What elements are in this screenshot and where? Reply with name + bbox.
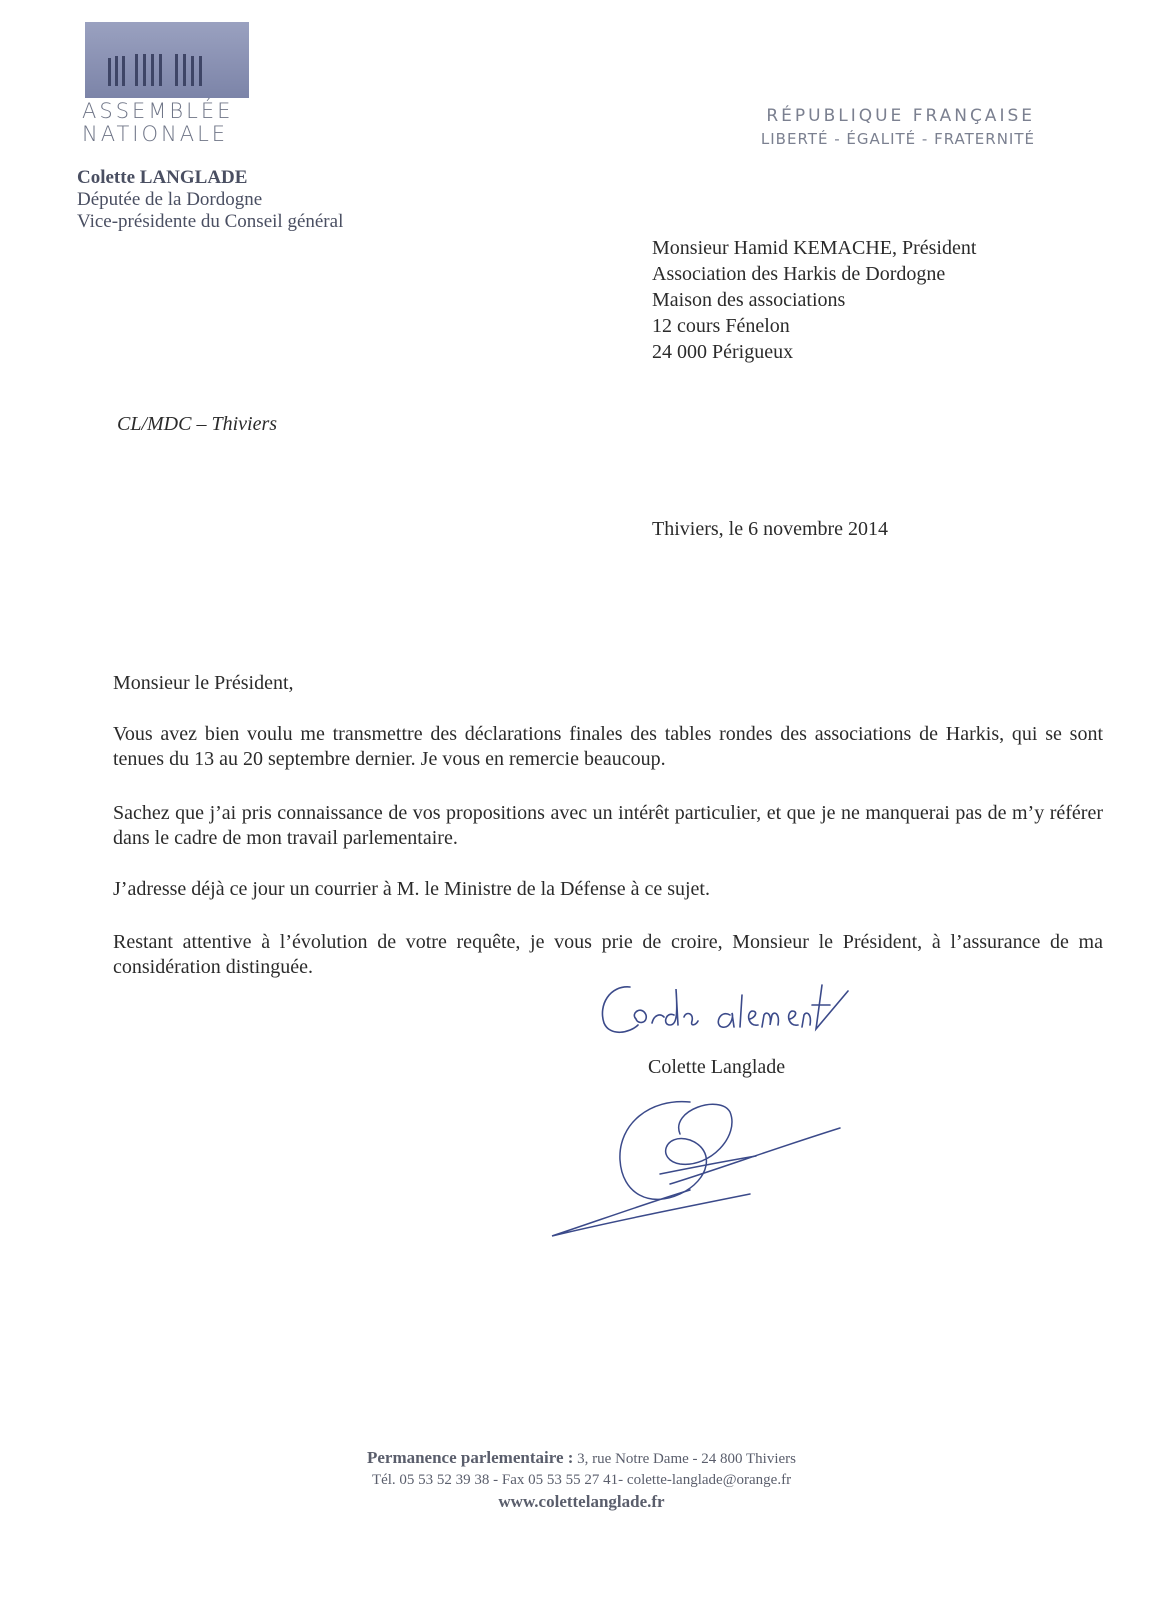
recipient-line: 12 cours Fénelon <box>652 315 790 337</box>
footer-address: 3, rue Notre Dame - 24 800 Thiviers <box>573 1451 797 1467</box>
signature-icon <box>540 1090 860 1250</box>
signer-name: Colette Langlade <box>648 1056 786 1078</box>
body-paragraph: Sachez que j’ai pris connaissance de vos propositions avec un intérêt particulier, et que je ne manquerai pas de m’y référer dans le cadre de mon travail parlementaire. <box>113 802 1103 849</box>
body-paragraph: Vous avez bien voulu me transmettre des déclarations finales des tables rondes des associations de Harkis, qui se sont tenues du 13 au 20 septembre dernier. Je vous en remercie beaucoup. <box>113 723 1103 770</box>
sender-role: Vice-présidente du Conseil général <box>77 211 344 232</box>
footer-website: www.colettelanglade.fr <box>498 1492 665 1511</box>
logo-line-2: NATIONALE <box>82 122 229 146</box>
recipient-line: Maison des associations <box>652 289 846 311</box>
body-paragraph: Restant attentive à l’évolution de votre requête, je vous prie de croire, Monsieur le Président, à l’assurance de ma considération distinguée. <box>113 931 1103 978</box>
footer-address-line <box>0 1447 1163 1470</box>
republic-title: RÉPUBLIQUE FRANÇAISE <box>766 106 1035 126</box>
logo-text <box>82 100 233 146</box>
reference-code: CL/MDC – Thiviers <box>117 413 278 435</box>
handwritten-closing <box>590 975 870 1060</box>
footer-label: Permanence parlementaire : <box>366 1448 574 1467</box>
recipient-line: 24 000 Périgueux <box>652 341 794 363</box>
assemblee-logo <box>85 22 249 98</box>
recipient-line: Monsieur Hamid KEMACHE, Président <box>652 237 977 259</box>
logo-line-1: ASSEMBLÉE <box>82 99 234 123</box>
republic-header <box>761 104 1035 150</box>
footer <box>0 1447 1163 1512</box>
sender-name: Colette LANGLADE <box>77 167 248 188</box>
sender-block <box>77 167 343 233</box>
salutation: Monsieur le Président, <box>113 672 294 694</box>
recipient-address <box>652 235 976 365</box>
colonnade-icon <box>85 22 249 98</box>
republic-motto: LIBERTÉ - ÉGALITÉ - FRATERNITÉ <box>760 130 1035 148</box>
sender-role: Députée de la Dordogne <box>77 189 263 210</box>
signature <box>540 1090 860 1255</box>
letter-date: Thiviers, le 6 novembre 2014 <box>652 518 889 540</box>
body-paragraph: J’adresse déjà ce jour un courrier à M. le Ministre de la Défense à ce sujet. <box>113 878 710 900</box>
recipient-line: Association des Harkis de Dordogne <box>652 263 946 285</box>
handwriting-icon <box>590 975 870 1055</box>
footer-contact: Tél. 05 53 52 39 38 - Fax 05 53 55 27 41- colette-langlade@orange.fr <box>371 1472 792 1488</box>
